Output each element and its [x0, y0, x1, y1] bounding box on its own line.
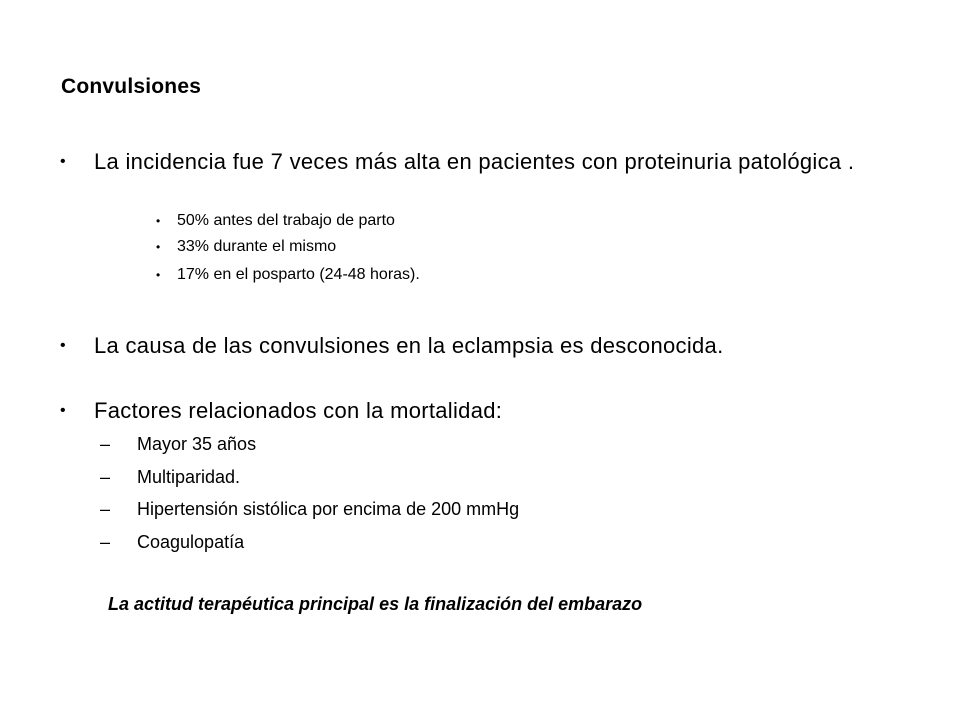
subitem-marker: • — [156, 240, 161, 254]
bullet-marker: • — [60, 402, 66, 419]
bullet-text: Factores relacionados con la mortalidad: — [94, 398, 503, 423]
dash-marker: – — [100, 467, 111, 487]
slide-title: Convulsiones — [61, 75, 202, 98]
dash-marker: – — [100, 499, 111, 519]
bullet-text: La causa de las convulsiones en la eclampsia es desconocida. — [94, 333, 724, 358]
subitem-marker: • — [156, 214, 161, 228]
bullet-marker: • — [60, 337, 66, 354]
bullet-text: La incidencia fue 7 veces más alta en pacientes con proteinuria patológica . — [94, 149, 855, 174]
bullet-marker: • — [60, 153, 66, 170]
dash-marker: – — [100, 532, 111, 552]
factor-text: Mayor 35 años — [137, 434, 257, 454]
subitem-marker: • — [156, 268, 161, 282]
subitem-text: 33% durante el mismo — [177, 238, 337, 255]
factor-text: Coagulopatía — [137, 532, 245, 552]
conclusion-statement: La actitud terapéutica principal es la finalización del embarazo — [108, 594, 643, 614]
subitem-text: 50% antes del trabajo de parto — [177, 212, 395, 229]
factor-text: Hipertensión sistólica por encima de 200 mmHg — [137, 499, 520, 519]
dash-marker: – — [100, 434, 111, 454]
factor-text: Multiparidad. — [137, 467, 241, 487]
subitem-text: 17% en el posparto (24-48 horas). — [177, 266, 420, 283]
